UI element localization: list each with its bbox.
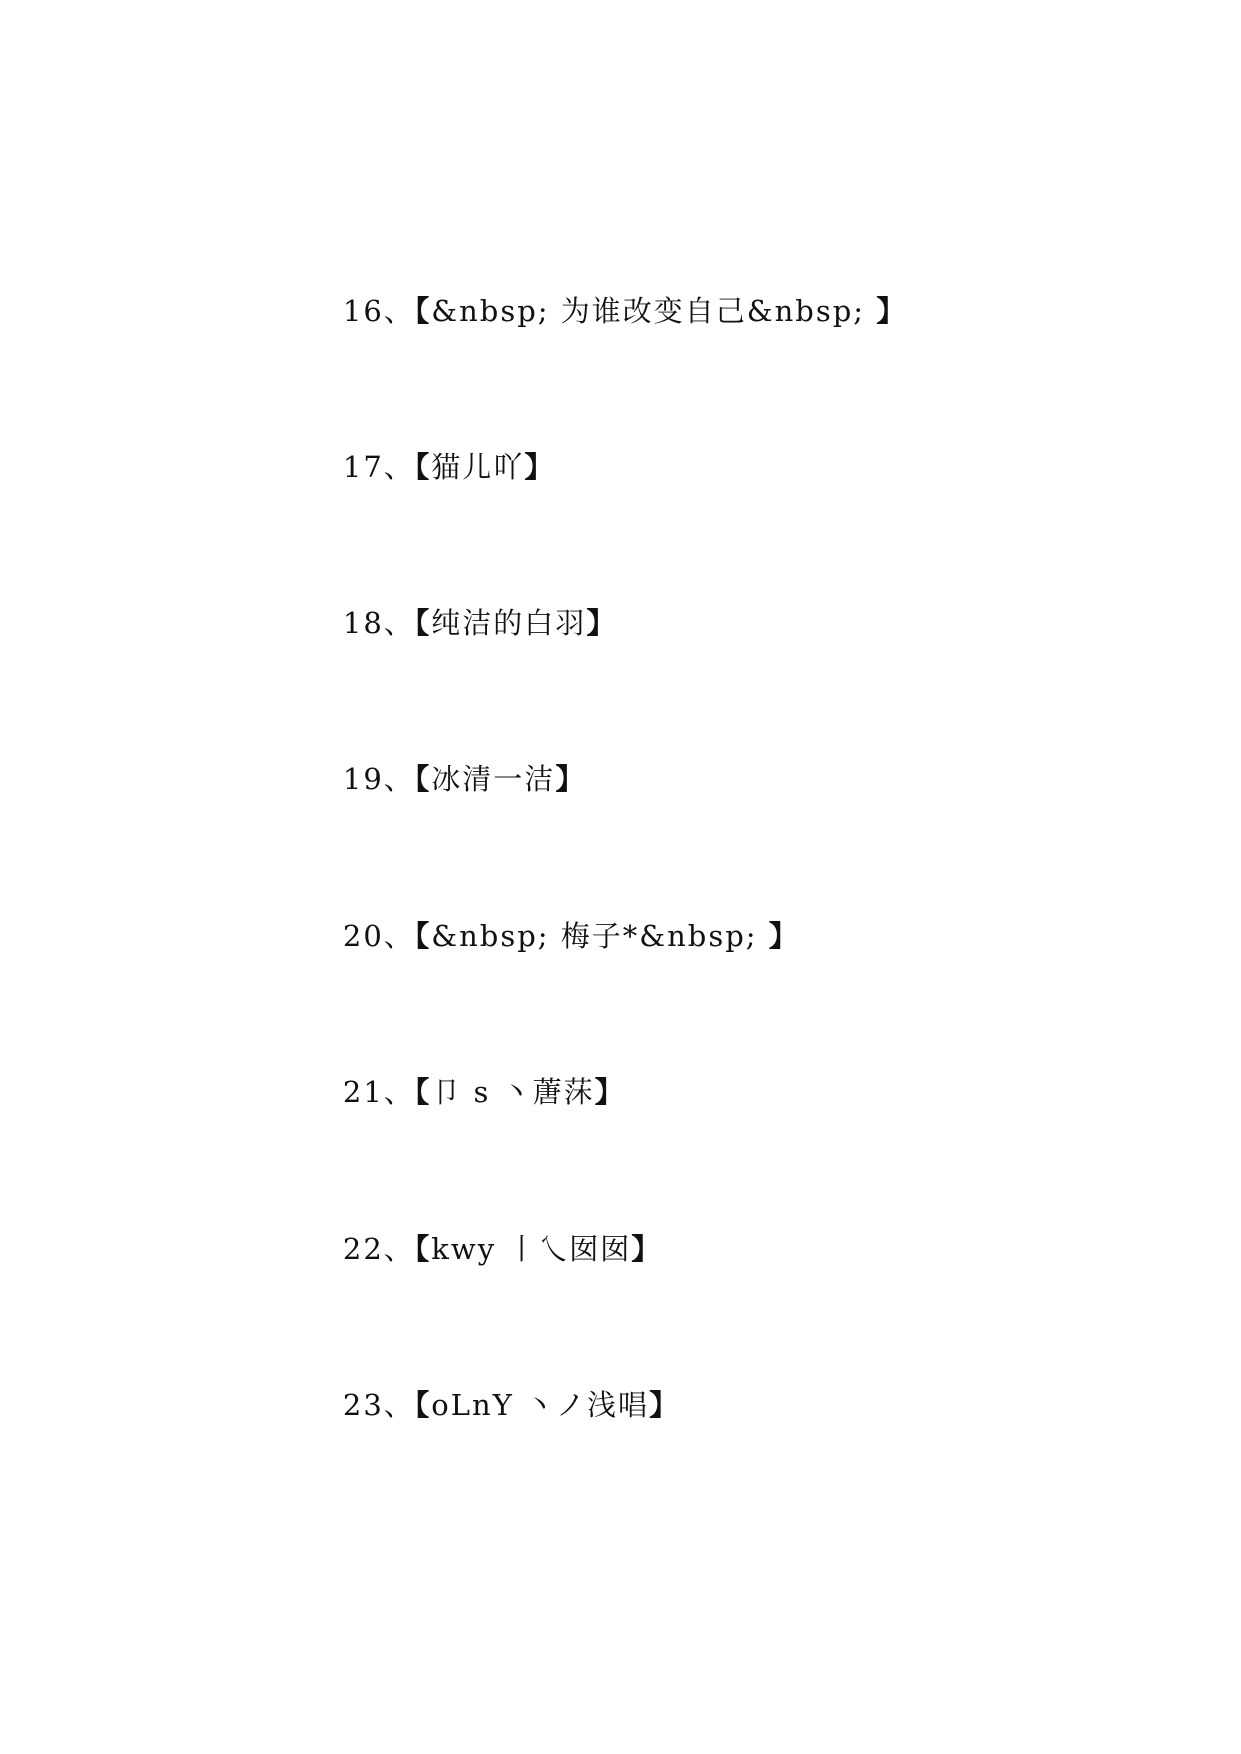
close-bracket: 】 bbox=[631, 1232, 663, 1266]
open-bracket: 【 bbox=[414, 1075, 432, 1109]
open-bracket: 【 bbox=[414, 606, 432, 640]
item-number: 19、 bbox=[342, 762, 415, 796]
item-number: 17、 bbox=[342, 450, 415, 484]
item-text: 冰清一洁 bbox=[431, 762, 556, 796]
item-text: 猫儿吖 bbox=[431, 450, 525, 484]
list-item bbox=[298, 719, 587, 796]
open-bracket: 【 bbox=[414, 450, 432, 484]
item-number: 23、 bbox=[342, 1388, 415, 1422]
close-bracket: 】 bbox=[876, 294, 908, 328]
list-item bbox=[298, 876, 800, 953]
open-bracket: 【 bbox=[414, 1232, 432, 1266]
item-number: 16、 bbox=[342, 294, 415, 328]
item-number: 22、 bbox=[342, 1232, 415, 1266]
item-text: kwy 丨乀囡囡 bbox=[431, 1232, 632, 1266]
close-bracket: 】 bbox=[768, 919, 800, 953]
open-bracket: 【 bbox=[414, 762, 432, 796]
item-number: 21、 bbox=[342, 1075, 415, 1109]
close-bracket: 】 bbox=[555, 762, 587, 796]
list-item bbox=[298, 1189, 663, 1266]
list-item bbox=[298, 563, 618, 640]
item-text: 卩 s 丶蓎莯 bbox=[431, 1075, 595, 1109]
list-item bbox=[298, 251, 908, 328]
open-bracket: 【 bbox=[414, 294, 432, 328]
list-item bbox=[298, 1032, 626, 1109]
open-bracket: 【 bbox=[414, 1388, 432, 1422]
close-bracket: 】 bbox=[586, 606, 618, 640]
list-item bbox=[298, 1345, 681, 1422]
open-bracket: 【 bbox=[414, 919, 432, 953]
item-text: &nbsp; 为谁改变自己&nbsp; bbox=[431, 294, 877, 328]
item-number: 20、 bbox=[342, 919, 415, 953]
item-text: 纯洁的白羽 bbox=[431, 606, 587, 640]
list-item bbox=[298, 407, 556, 484]
close-bracket: 】 bbox=[594, 1075, 626, 1109]
close-bracket: 】 bbox=[649, 1388, 681, 1422]
item-number: 18、 bbox=[342, 606, 415, 640]
item-text: oLnY 丶ノ浅唱 bbox=[431, 1388, 650, 1422]
item-text: &nbsp; 梅子*&nbsp; bbox=[431, 919, 769, 953]
close-bracket: 】 bbox=[524, 450, 556, 484]
